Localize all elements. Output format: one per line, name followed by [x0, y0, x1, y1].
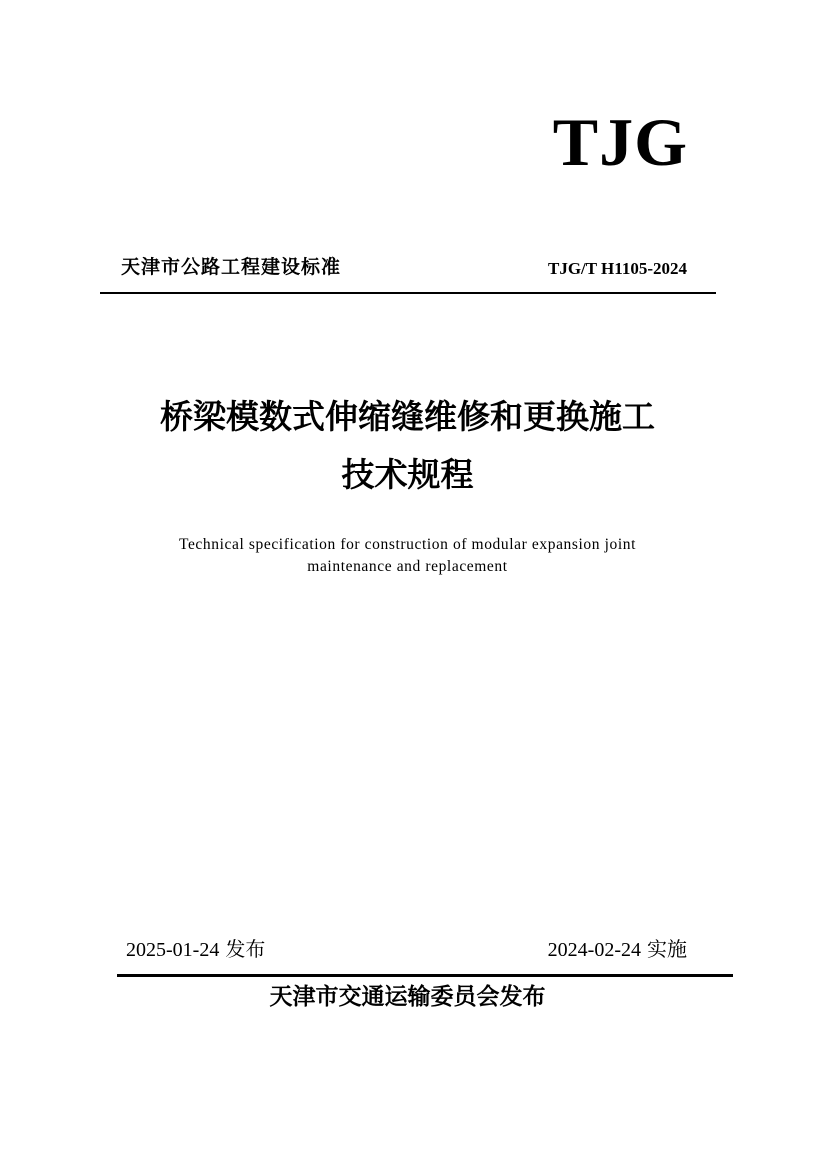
title-en-line2: maintenance and replacement: [307, 558, 508, 575]
standard-type: 天津市公路工程建设标准: [121, 256, 342, 278]
header-divider: [100, 292, 716, 294]
title-en-line1: Technical specification for construction of modular expansion joint: [178, 536, 637, 553]
footer-divider: [117, 974, 733, 977]
publisher: 天津市交通运输委员会发布: [269, 983, 546, 1010]
standard-code: TJG/T H1105-2024: [547, 259, 687, 278]
issue-label: 发布: [225, 937, 266, 961]
tjg-logo: TJG: [552, 104, 688, 180]
effective-date: 2024-02-24: [547, 939, 641, 961]
title-zh-line2: 技术规程: [341, 455, 474, 494]
issue-date: 2025-01-24: [126, 939, 220, 961]
effective-label: 实施: [647, 937, 687, 961]
effective-date-block: [548, 937, 687, 962]
issue-date-block: [126, 937, 265, 962]
title-zh-line1: 桥梁模数式伸缩缝维修和更换施工: [160, 397, 655, 436]
